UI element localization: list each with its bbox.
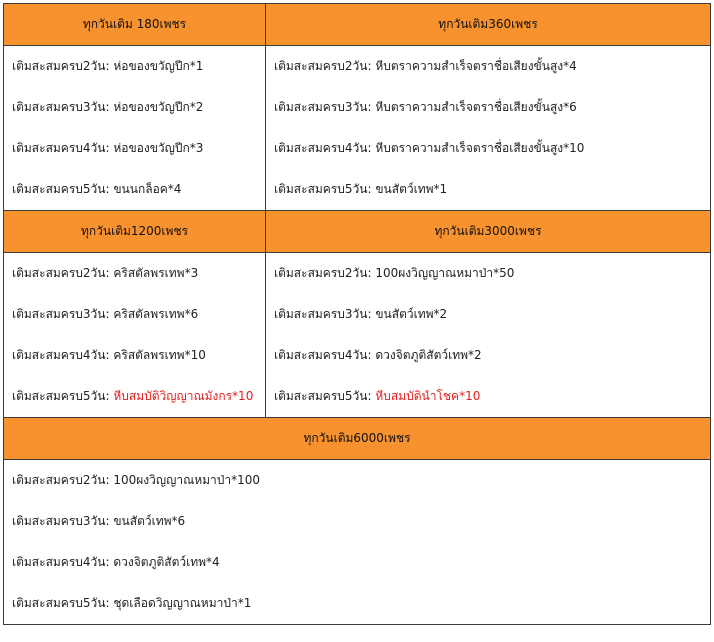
section-header-360: ทุกวันเติม360เพชร: [266, 4, 711, 46]
row-prefix: เติมสะสมครบ2วัน:: [12, 59, 114, 73]
row-prefix: เติมสะสมครบ3วัน:: [274, 100, 376, 114]
row-reward: ขนสัตว์เทพ*6: [113, 514, 186, 528]
row-reward: 100ผงวิญญาณหมาป่า*100: [113, 473, 261, 487]
row-prefix: เติมสะสมครบ5วัน:: [12, 389, 114, 403]
list-item: [274, 128, 710, 169]
row-prefix: เติมสะสมครบ2วัน:: [12, 473, 114, 487]
row-prefix: เติมสะสมครบ5วัน:: [12, 182, 114, 196]
row-prefix: เติมสะสมครบ3วัน:: [274, 307, 376, 321]
section-header-180: ทุกวันเติม 180เพชร: [4, 4, 266, 46]
row-reward: ชุดเลือดวิญญาณหมาป่า*1: [113, 596, 252, 610]
row-reward: ดวงจิตภูติสัตว์เทพ*4: [113, 555, 220, 569]
list-item: [12, 501, 710, 542]
section-header-6000: ทุกวันเติม6000เพชร: [4, 418, 711, 460]
row-reward: ห่อของขวัญปีก*3: [113, 141, 204, 155]
row-prefix: เติมสะสมครบ4วัน:: [12, 141, 114, 155]
list-item: [12, 335, 265, 376]
row-prefix: เติมสะสมครบ2วัน:: [274, 266, 376, 280]
row-prefix: เติมสะสมครบ4วัน:: [12, 555, 114, 569]
row-reward-highlight: หีบสมบัติวิญญาณมังกร*10: [113, 389, 254, 403]
reward-table: [3, 3, 711, 625]
list-item: [12, 542, 710, 583]
list-item: [12, 294, 265, 335]
list-item: [12, 87, 265, 128]
section-body-3000: [266, 253, 711, 418]
row-prefix: เติมสะสมครบ3วัน:: [12, 514, 114, 528]
list-item: [274, 46, 710, 87]
row-reward-highlight: หีบสมบัตินำโชค*10: [375, 389, 481, 403]
row-prefix: เติมสะสมครบ4วัน:: [274, 348, 376, 362]
list-item: [274, 294, 710, 335]
list-item: [12, 169, 265, 210]
row-reward: หีบตราความสำเร็จตราชื่อเสียงขั้นสูง*10: [375, 141, 585, 155]
section-body-6000: [4, 460, 711, 625]
list-item: [12, 376, 265, 417]
list-item: [274, 169, 710, 210]
row-reward: ห่อของขวัญปีก*1: [113, 59, 204, 73]
row-reward: 100ผงวิญญาณหมาป่า*50: [375, 266, 515, 280]
list-item: [274, 335, 710, 376]
row-reward: ดวงจิตภูติสัตว์เทพ*2: [375, 348, 482, 362]
list-item: [274, 253, 710, 294]
row-reward: หีบตราความสำเร็จตราชื่อเสียงขั้นสูง*4: [375, 59, 577, 73]
row-prefix: เติมสะสมครบ2วัน:: [12, 266, 114, 280]
row-prefix: เติมสะสมครบ2วัน:: [274, 59, 376, 73]
section-header-3000: ทุกวันเติม3000เพชร: [266, 211, 711, 253]
row-prefix: เติมสะสมครบ5วัน:: [274, 182, 376, 196]
list-item: [12, 460, 710, 501]
row-prefix: เติมสะสมครบ3วัน:: [12, 307, 114, 321]
row-reward: คริสตัลพรเทพ*10: [113, 348, 206, 362]
reward-table-container: [3, 3, 710, 625]
list-item: [274, 87, 710, 128]
row-prefix: เติมสะสมครบ5วัน:: [12, 596, 114, 610]
row-reward: ห่อของขวัญปีก*2: [113, 100, 204, 114]
section-body-180: [4, 46, 266, 211]
row-reward: คริสตัลพรเทพ*3: [113, 266, 199, 280]
section-header-1200: ทุกวันเติม1200เพชร: [4, 211, 266, 253]
list-item: [12, 253, 265, 294]
list-item: [12, 583, 710, 624]
row-prefix: เติมสะสมครบ5วัน:: [274, 389, 376, 403]
section-body-360: [266, 46, 711, 211]
row-reward: คริสตัลพรเทพ*6: [113, 307, 199, 321]
row-prefix: เติมสะสมครบ4วัน:: [274, 141, 376, 155]
list-item: [12, 46, 265, 87]
list-item: [274, 376, 710, 417]
section-body-1200: [4, 253, 266, 418]
row-reward: ขนสัตว์เทพ*2: [375, 307, 448, 321]
row-prefix: เติมสะสมครบ4วัน:: [12, 348, 114, 362]
row-reward: หีบตราความสำเร็จตราชื่อเสียงขั้นสูง*6: [375, 100, 577, 114]
list-item: [12, 128, 265, 169]
row-reward: ขนนกล็อค*4: [113, 182, 182, 196]
row-reward: ขนสัตว์เทพ*1: [375, 182, 448, 196]
row-prefix: เติมสะสมครบ3วัน:: [12, 100, 114, 114]
